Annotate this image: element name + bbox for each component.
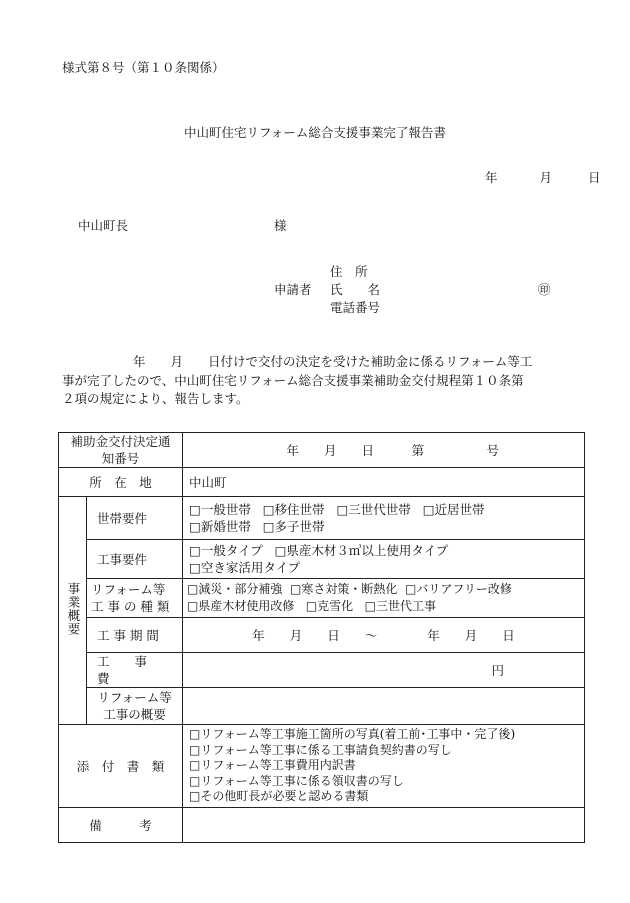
notice-number-label: 補助金交付決定通知番号: [59, 433, 183, 468]
overview-label: 事業概要: [59, 497, 87, 725]
report-body: [62, 353, 582, 409]
attachment-item[interactable]: □リフォーム等工事費用内訳書: [189, 758, 356, 773]
work-option[interactable]: □県産木材３㎥以上使用タイプ: [274, 543, 449, 558]
applicant-name-label: 氏 名: [330, 282, 381, 297]
report-date: [485, 168, 600, 186]
household-label: 世帯要件: [87, 497, 183, 540]
reform-option[interactable]: □バリアフリー改修: [404, 582, 512, 596]
reform-option[interactable]: □寒さ対策・断熱化: [290, 582, 398, 596]
cost-field[interactable]: [183, 653, 585, 688]
notice-number-field[interactable]: [287, 433, 585, 468]
body-line-1: 年 月 日付けで交付の決定を受けた補助金に係るリフォーム等工: [133, 354, 533, 369]
remarks-label: 備 考: [59, 808, 183, 843]
summary-label: リフォーム等 工事の概要: [87, 688, 183, 725]
body-line-3: ２項の規定により、報告します。: [62, 391, 249, 406]
applicant-address-label: 住 所: [330, 264, 368, 279]
attachment-item[interactable]: □リフォーム等工事に係る領収書の写し: [189, 773, 404, 788]
work-options: [183, 540, 585, 579]
attachment-item[interactable]: □リフォーム等工事に係る工事請負契約書の写し: [189, 742, 452, 757]
reform-options: [183, 579, 585, 618]
document-title: 中山町住宅リフォーム総合支援事業完了報告書: [184, 125, 446, 140]
summary-field[interactable]: [183, 688, 585, 725]
period-field[interactable]: [183, 618, 585, 653]
date-year: 年: [485, 170, 498, 185]
report-form-table: [58, 432, 585, 843]
household-option[interactable]: □一般世帯: [189, 502, 251, 517]
location-value: 中山町: [189, 474, 227, 490]
period-label: 工 事 期 間: [87, 618, 183, 653]
applicant-tel-label: 電話番号: [330, 300, 381, 315]
work-label: 工事要件: [87, 540, 183, 579]
attachment-item[interactable]: □リフォーム等工事施工箇所の写真(着工前･工事中・完了後): [189, 727, 516, 742]
cost-unit: 円: [491, 662, 505, 678]
notice-number-date: 年 月 日 第 号: [286, 442, 500, 458]
remarks-field[interactable]: [183, 808, 585, 843]
household-option[interactable]: □三世代世帯: [336, 502, 411, 517]
body-line-2: 事が完了したので、中山町住宅リフォーム総合支援事業補助金交付規程第１０条第: [62, 372, 524, 388]
household-option[interactable]: □新婚世帯: [189, 519, 251, 534]
addressee-mayor: 中山町長: [78, 218, 129, 233]
household-option[interactable]: □近居世帯: [422, 502, 485, 517]
date-month: 月: [539, 170, 552, 185]
form-number: 様式第８号（第１０条関係）: [62, 60, 225, 75]
attachment-item[interactable]: □その他町長が必要と認める書類: [189, 789, 369, 804]
attachments-label: 添 付 書 類: [59, 725, 183, 808]
household-option[interactable]: □移住世帯: [262, 502, 325, 517]
reform-option[interactable]: □県産木材使用改修: [187, 599, 295, 613]
reform-type-label: リフォーム等 工 事 の 種 類: [87, 579, 183, 618]
location-field[interactable]: [183, 468, 585, 497]
date-day: 日: [587, 170, 601, 185]
reform-option[interactable]: □三世代工事: [364, 599, 436, 613]
attachments-list: [183, 725, 585, 808]
seal-mark: ㊞: [538, 282, 551, 297]
applicant-label: 申請者: [274, 282, 312, 297]
household-option[interactable]: □多子世帯: [262, 519, 325, 534]
work-option[interactable]: □空き家活用タイプ: [189, 560, 301, 575]
household-options: [183, 497, 585, 540]
addressee-honorific: 様: [274, 218, 287, 233]
work-option[interactable]: □一般タイプ: [189, 543, 263, 558]
location-label: 所 在 地: [59, 468, 183, 497]
reform-option[interactable]: □克雪化: [305, 599, 354, 613]
reform-option[interactable]: □減災・部分補強: [187, 582, 283, 596]
cost-label: 工 事 費: [87, 653, 183, 688]
period-value: 年 月 日 ～ 年 月 日: [252, 627, 515, 643]
